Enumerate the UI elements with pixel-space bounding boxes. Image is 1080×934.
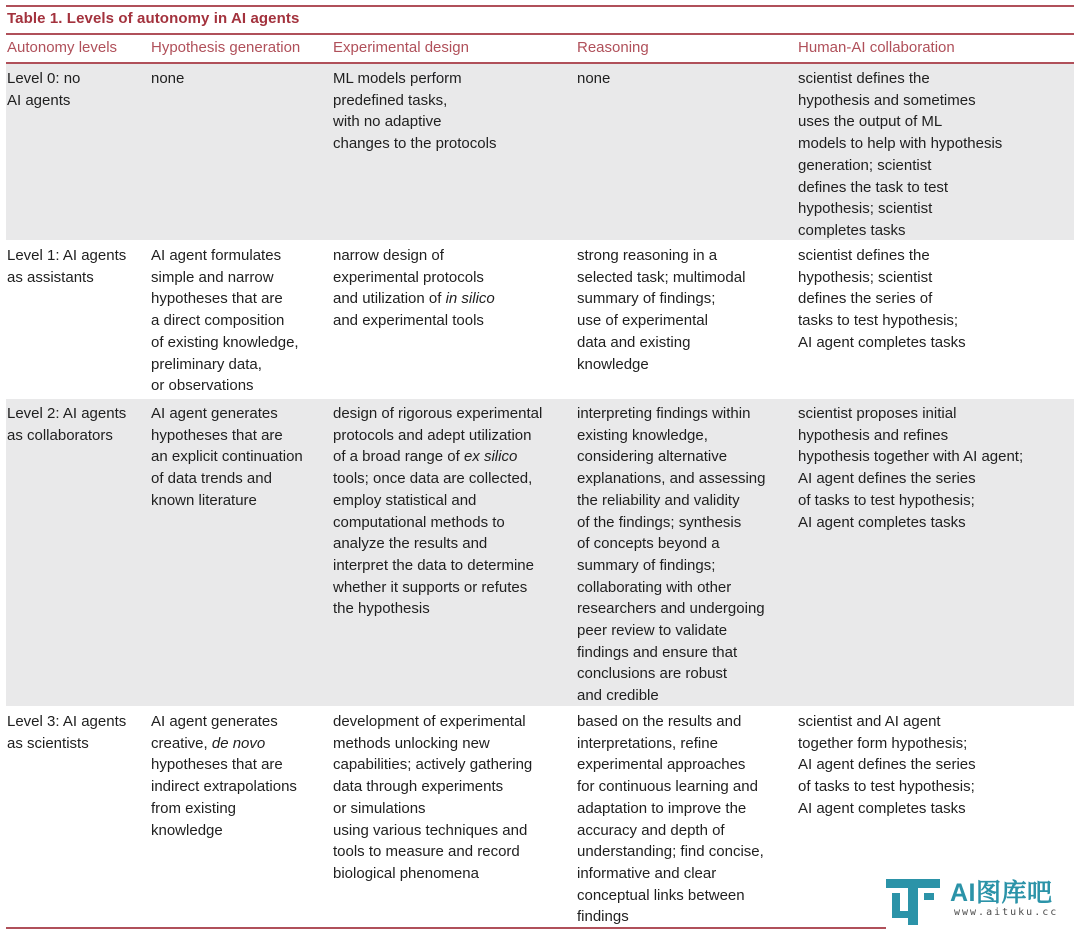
- cell-collaboration: scientist defines the hypothesis and sometimes uses the output of ML models to help with hypothesis generation; scientist defines the task to test hypothesis; scientist completes tasks: [798, 70, 1003, 239]
- column-header-hypothesis-generation: Hypothesis generation: [151, 39, 301, 56]
- cell-reasoning: none: [577, 70, 611, 87]
- table-row-level-1: [6, 241, 1074, 398]
- column-header-human-ai-collaboration: Human-AI collaboration: [798, 39, 955, 56]
- table-row-level-0: [6, 64, 1074, 240]
- cell-collaboration: scientist defines the hypothesis; scientist defines the series of tasks to test hypothesis; AI agent completes tasks: [798, 247, 966, 351]
- cell-hypothesis: none: [151, 70, 185, 87]
- cell-level: Level 2: AI agents as collaborators: [7, 405, 127, 444]
- cell-hypothesis: [151, 711, 326, 841]
- cell-design-italic: in silico: [445, 290, 495, 308]
- cell-design-text-end: and experimental tools: [333, 312, 484, 330]
- cell-hypothesis: AI agent generates hypotheses that are an explicit continuation of data trends and known literature: [151, 405, 303, 509]
- cell-hypothesis-text: AI agent generates creative,: [151, 713, 278, 752]
- table-top-rule: [6, 5, 1074, 7]
- cell-design: ML models perform predefined tasks, with no adaptive changes to the protocols: [333, 70, 497, 153]
- cell-hypothesis: AI agent formulates simple and narrow hypotheses that are a direct composition of existing knowledge, preliminary data, or observations: [151, 247, 299, 395]
- watermark-logo-icon: [884, 873, 942, 929]
- caption-rule: [6, 33, 1074, 35]
- cell-level: Level 1: AI agents as assistants: [7, 247, 127, 286]
- cell-reasoning: interpreting findings within existing knowledge, considering alternative explanations, and assessing the reliability and validity of the findings; synthesis of concepts beyond a summary of findings; collaborating with other researchers and undergoing peer review to validate findings and ensure that conclusions are robust and credible: [577, 405, 766, 705]
- cell-reasoning: based on the results and interpretations, refine experimental approaches for continuous learning and adaptation to improve the accuracy and depth of understanding; find concise, informative and clear conceptual links between findings: [577, 713, 764, 926]
- watermark: [884, 871, 1074, 931]
- column-header-autonomy-levels: Autonomy levels: [7, 39, 118, 56]
- cell-design: [333, 403, 573, 620]
- cell-design: development of experimental methods unlocking new capabilities; actively gathering data through experiments or simulations using various techniques and tools to measure and record biological phenomena: [333, 713, 533, 882]
- watermark-url: www.aituku.cc: [954, 907, 1059, 918]
- cell-reasoning: strong reasoning in a selected task; multimodal summary of findings; use of experimental data and existing knowledge: [577, 247, 746, 373]
- table-bottom-rule: [6, 927, 886, 929]
- cell-design: [333, 245, 573, 332]
- table-header-row: [6, 36, 1074, 62]
- cell-collaboration: scientist proposes initial hypothesis and refines hypothesis together with AI agent; AI agent defines the series of tasks to test hypothesis; AI agent completes tasks: [798, 405, 1024, 531]
- cell-design-text: design of rigorous experimental protocols and adept utilization of a broad range of: [333, 405, 543, 466]
- column-header-experimental-design: Experimental design: [333, 39, 469, 56]
- column-header-reasoning: Reasoning: [577, 39, 649, 56]
- cell-design-italic: ex silico: [463, 448, 518, 466]
- cell-level: Level 0: no AI agents: [7, 70, 81, 109]
- table-row-level-2: [6, 399, 1074, 706]
- cell-hypothesis-text-end: hypotheses that are indirect extrapolations from existing knowledge: [151, 756, 297, 839]
- cell-collaboration: scientist and AI agent together form hypothesis; AI agent defines the series of tasks to test hypothesis; AI agent completes tasks: [798, 713, 976, 817]
- cell-level: Level 3: AI agents as scientists: [7, 713, 127, 752]
- table-caption: Table 1. Levels of autonomy in AI agents: [7, 10, 300, 27]
- watermark-brand: AI图库吧: [950, 879, 1053, 907]
- cell-design-text: narrow design of experimental protocols and utilization of: [333, 247, 484, 308]
- cell-hypothesis-italic: de novo: [211, 734, 266, 752]
- cell-design-text-end: tools; once data are collected, employ statistical and computational methods to analyze the results and interpret the data to determine whether it supports or refutes the hypothesis: [333, 470, 534, 618]
